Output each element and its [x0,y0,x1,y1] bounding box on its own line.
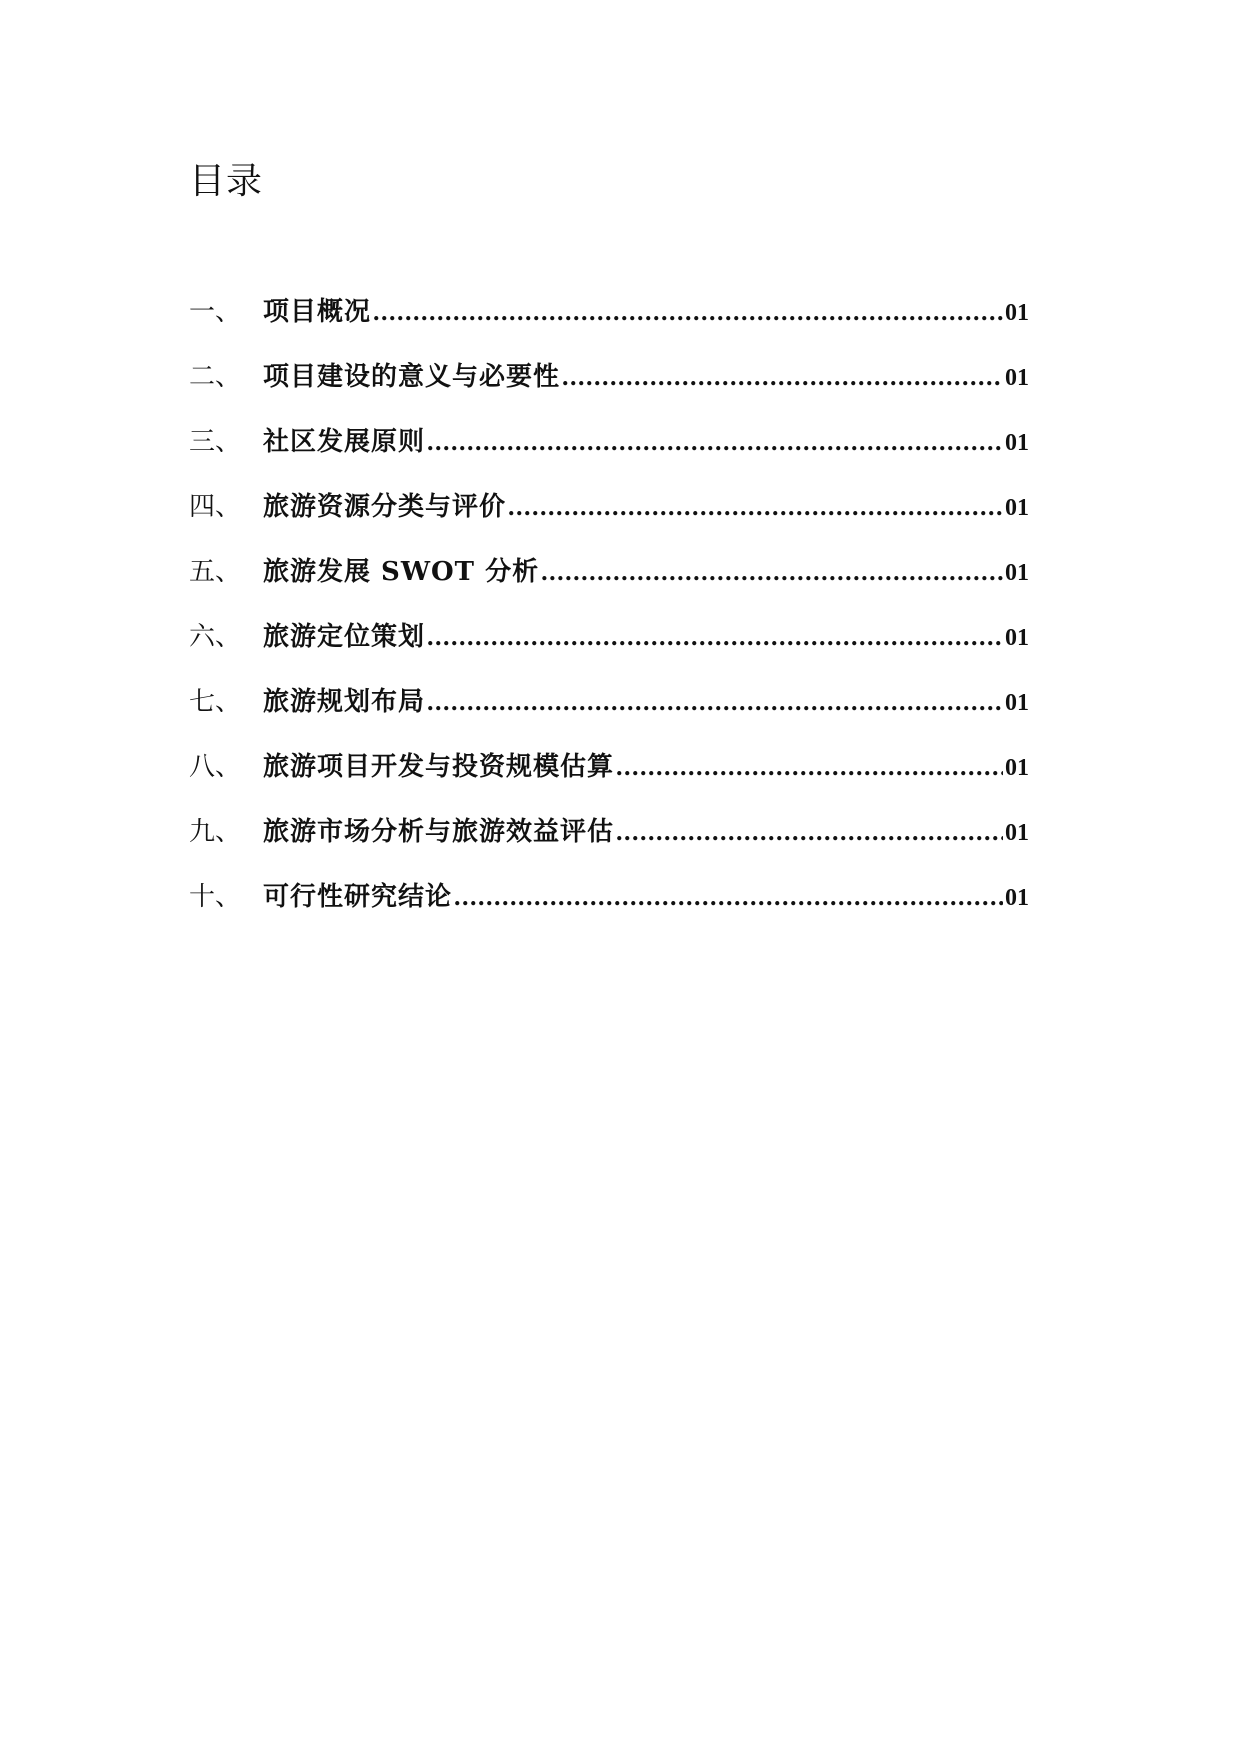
toc-entry-page: 01 [1005,755,1029,781]
toc-entry[interactable] [189,682,1029,747]
toc-entry-page: 01 [1005,560,1029,586]
toc-entry-number: 二、 [189,362,242,392]
toc-entry[interactable] [189,747,1029,812]
dot-leader [427,617,1003,657]
toc-entry[interactable] [189,487,1029,552]
toc-entry[interactable] [189,357,1029,422]
dot-leader [616,747,1003,787]
toc-entry-page: 01 [1005,885,1029,911]
toc-entry-number: 五、 [189,557,242,587]
toc-entry-label: 旅游项目开发与投资规模估算 [263,752,615,782]
dot-leader [373,292,1003,332]
toc-entry-label: 旅游发展 SWOT 分析 [263,557,540,587]
toc-entry-label: 可行性研究结论 [263,882,453,912]
toc-entry-page: 01 [1005,625,1029,651]
toc-entry-page: 01 [1005,495,1029,521]
toc-entry-page: 01 [1005,430,1029,456]
toc-entry[interactable] [189,292,1029,357]
toc-entry-label: 旅游市场分析与旅游效益评估 [263,817,615,847]
toc-entry-label: 社区发展原则 [263,427,426,457]
dot-leader [541,552,1003,592]
toc-entry-page: 01 [1005,690,1029,716]
toc-entry-page: 01 [1005,820,1029,846]
toc-entry-number: 八、 [189,752,242,782]
toc-entry-label: 项目建设的意义与必要性 [263,362,561,392]
toc-entry-label: 项目概况 [263,297,372,327]
toc-entry[interactable] [189,617,1029,682]
toc-entry[interactable] [189,552,1029,617]
toc-entry-number: 十、 [189,882,242,912]
table-of-contents [189,292,1029,942]
toc-entry-number: 一、 [189,297,242,327]
toc-entry-number: 三、 [189,427,242,457]
dot-leader [454,877,1003,917]
dot-leader [616,812,1003,852]
toc-entry-number: 四、 [189,492,242,522]
dot-leader [427,682,1003,722]
toc-entry-label: 旅游规划布局 [263,687,426,717]
toc-entry-page: 01 [1005,365,1029,391]
toc-entry-label: 旅游资源分类与评价 [263,492,507,522]
toc-entry-number: 七、 [189,687,242,717]
toc-entry[interactable] [189,877,1029,942]
toc-entry-number: 六、 [189,622,242,652]
dot-leader [562,357,1003,397]
dot-leader [508,487,1003,527]
toc-entry-page: 01 [1005,300,1029,326]
toc-title: 目录 [189,161,264,202]
toc-entry-number: 九、 [189,817,242,847]
toc-entry[interactable] [189,812,1029,877]
toc-entry-label: 旅游定位策划 [263,622,426,652]
dot-leader [427,422,1003,462]
toc-entry[interactable] [189,422,1029,487]
